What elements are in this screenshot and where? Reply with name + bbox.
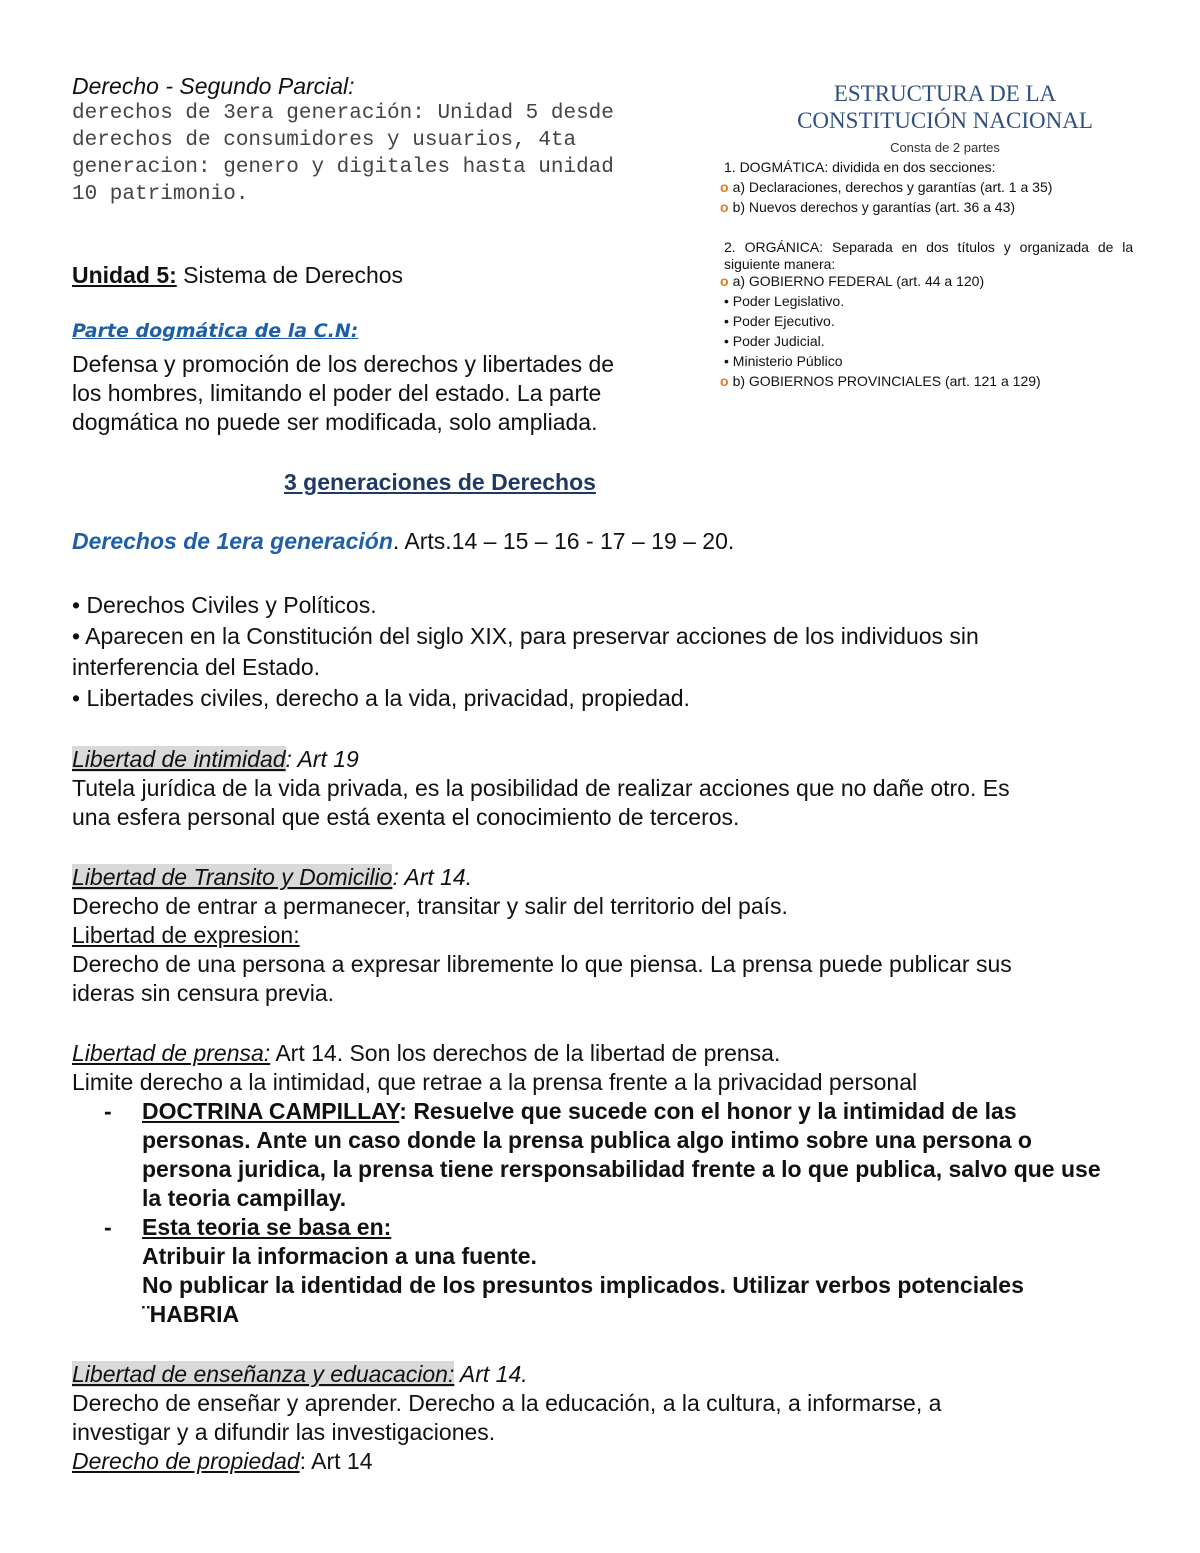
text-line: ¨HABRIA: [142, 1301, 240, 1327]
constitution-structure-box: [720, 80, 1170, 391]
structure-list: [720, 157, 1170, 391]
education-section: [72, 1360, 1132, 1476]
list-item: • Aparecen en la Constitución del siglo XIX, para preservar acciones de los individuos sin: [72, 623, 979, 649]
text-line: persona juridica, la prensa tiene rersponsabilidad frente a lo que publica, salvo que use: [142, 1156, 1101, 1182]
header-note-line: 10 patrimonio.: [72, 183, 249, 206]
header-note-line: generacion: genero y digitales hasta unidad: [72, 156, 614, 179]
expression-label: Libertad de expresion:: [72, 922, 300, 948]
list-item: - DOCTRINA CAMPILLAY: Resuelve que sucede con el honor y la intimidad de las personas. Ante un caso donde la prensa publica algo intimo sobre una persona o persona juridica, la prensa tiene rersponsabilidad frente a lo que publica, salvo que use la teoria campillay.: [72, 1097, 1132, 1213]
transit-label: Libertad de Transito y Domicilio: [72, 864, 393, 890]
privacy-article: : Art 19: [285, 746, 359, 772]
text-line: Derecho de entrar a permanecer, transitar y salir del territorio del país.: [72, 893, 788, 919]
text-line: una esfera personal que está exenta el conocimiento de terceros.: [72, 804, 740, 830]
circle-bullet-icon: o: [720, 273, 729, 289]
generations-heading: 3 generaciones de Derechos: [284, 469, 596, 495]
text-line: Derecho de una persona a expresar libremente lo que piensa. La prensa puede publicar sus: [72, 951, 1012, 977]
circle-bullet-icon: o: [720, 199, 729, 215]
structure-spacer: [720, 217, 1170, 237]
structure-line: o a) Declaraciones, derechos y garantías (art. 1 a 35): [720, 179, 1053, 195]
privacy-section: [72, 745, 1132, 832]
header-note-line: derechos de consumidores y usuarios, 4ta: [72, 129, 577, 152]
property-label: Derecho de propiedad: [72, 1448, 300, 1474]
press-article: Art 14. Son los derechos de la libertad de prensa.: [270, 1040, 781, 1066]
text-line: No publicar la identidad de los presuntos implicados. Utilizar verbos potenciales: [142, 1272, 1024, 1298]
text-line: Atribuir la informacion a una fuente.: [142, 1243, 537, 1269]
list-item: • Derechos Civiles y Políticos.: [72, 592, 377, 618]
structure-title-line-1: ESTRUCTURA DE LA: [833, 81, 1057, 106]
press-section: [72, 1039, 1132, 1329]
circle-bullet-icon: o: [720, 373, 729, 389]
structure-line: siguiente manera:: [724, 256, 836, 272]
structure-line: • Poder Ejecutivo.: [724, 313, 835, 329]
text-line: Tutela jurídica de la vida privada, es la posibilidad de realizar acciones que no dañe otro. Es: [72, 775, 1010, 801]
transit-article: : Art 14.: [392, 864, 473, 890]
press-label: Libertad de prensa:: [72, 1040, 271, 1066]
dogmatic-text: [72, 350, 614, 437]
text-line: Limite derecho a la intimidad, que retrae a la prensa frente a la privacidad personal: [72, 1069, 918, 1095]
privacy-label: Libertad de intimidad: [72, 746, 286, 772]
campillay-label: DOCTRINA CAMPILLAY: [142, 1098, 400, 1124]
first-generation-label: Derechos de 1era generación: [72, 528, 393, 554]
first-generation-articles: . Arts.14 – 15 – 16 - 17 – 19 – 20.: [392, 528, 735, 554]
list-item: interferencia del Estado.: [72, 654, 321, 680]
text-line: Derecho de enseñar y aprender. Derecho a la educación, a la cultura, a informarse, a: [72, 1390, 942, 1416]
unit-title: Sistema de Derechos: [176, 262, 404, 288]
text-line: investigar y a difundir las investigaciones.: [72, 1419, 496, 1445]
transit-section: [72, 863, 1132, 1008]
text-line: Defensa y promoción de los derechos y libertades de: [72, 351, 615, 377]
structure-line: o a) GOBIERNO FEDERAL (art. 44 a 120): [720, 273, 985, 289]
structure-line: 2. ORGÁNICA: Separada en dos títulos y organizada de la: [724, 239, 1134, 255]
text-line: personas. Ante un caso donde la prensa publica algo intimo sobre una persona o: [142, 1127, 1032, 1153]
first-generation-bullets: [72, 590, 979, 714]
education-label: Libertad de enseñanza y eduacacion:: [72, 1361, 455, 1387]
list-item: • Libertades civiles, derecho a la vida, privacidad, propiedad.: [72, 685, 690, 711]
structure-line: • Poder Judicial.: [724, 333, 825, 349]
structure-subtitle: Consta de 2 partes: [890, 140, 1000, 155]
text-line: ideras sin censura previa.: [72, 980, 335, 1006]
structure-title-line-2: CONSTITUCIÓN NACIONAL: [797, 108, 1093, 133]
structure-line: o b) Nuevos derechos y garantías (art. 36 a 43): [720, 199, 1016, 215]
header-note-line: derechos de 3era generación: Unidad 5 desde: [72, 102, 614, 125]
structure-line: 1. DOGMÁTICA: dividida en dos secciones:: [724, 159, 996, 175]
theory-label: Esta teoria se basa en:: [142, 1214, 392, 1240]
structure-line: o b) GOBIERNOS PROVINCIALES (art. 121 a 129): [720, 373, 1041, 389]
first-generation-heading: [72, 527, 734, 556]
property-article: : Art 14: [299, 1448, 373, 1474]
unit-label: Unidad 5:: [72, 262, 177, 288]
unit-heading: [72, 261, 403, 290]
circle-bullet-icon: o: [720, 179, 729, 195]
list-item: - Esta teoria se basa en: Atribuir la informacion a una fuente. No publicar la identidad de los presuntos implicados. Utilizar verbos potenciales ¨HABRIA: [72, 1213, 1132, 1329]
text-line: los hombres, limitando el poder del estado. La parte: [72, 380, 602, 406]
document-title: Derecho - Segundo Parcial:: [72, 73, 355, 99]
header-note: [72, 100, 614, 208]
structure-line: • Poder Legislativo.: [724, 293, 845, 309]
dogmatic-heading: Parte dogmática de la C.N:: [72, 320, 359, 342]
education-article: Art 14.: [454, 1361, 528, 1387]
structure-line: • Ministerio Público: [724, 353, 843, 369]
press-doctrine-list: [72, 1097, 1132, 1329]
text-line: dogmática no puede ser modificada, solo ampliada.: [72, 409, 598, 435]
text-line: la teoria campillay.: [142, 1185, 347, 1211]
